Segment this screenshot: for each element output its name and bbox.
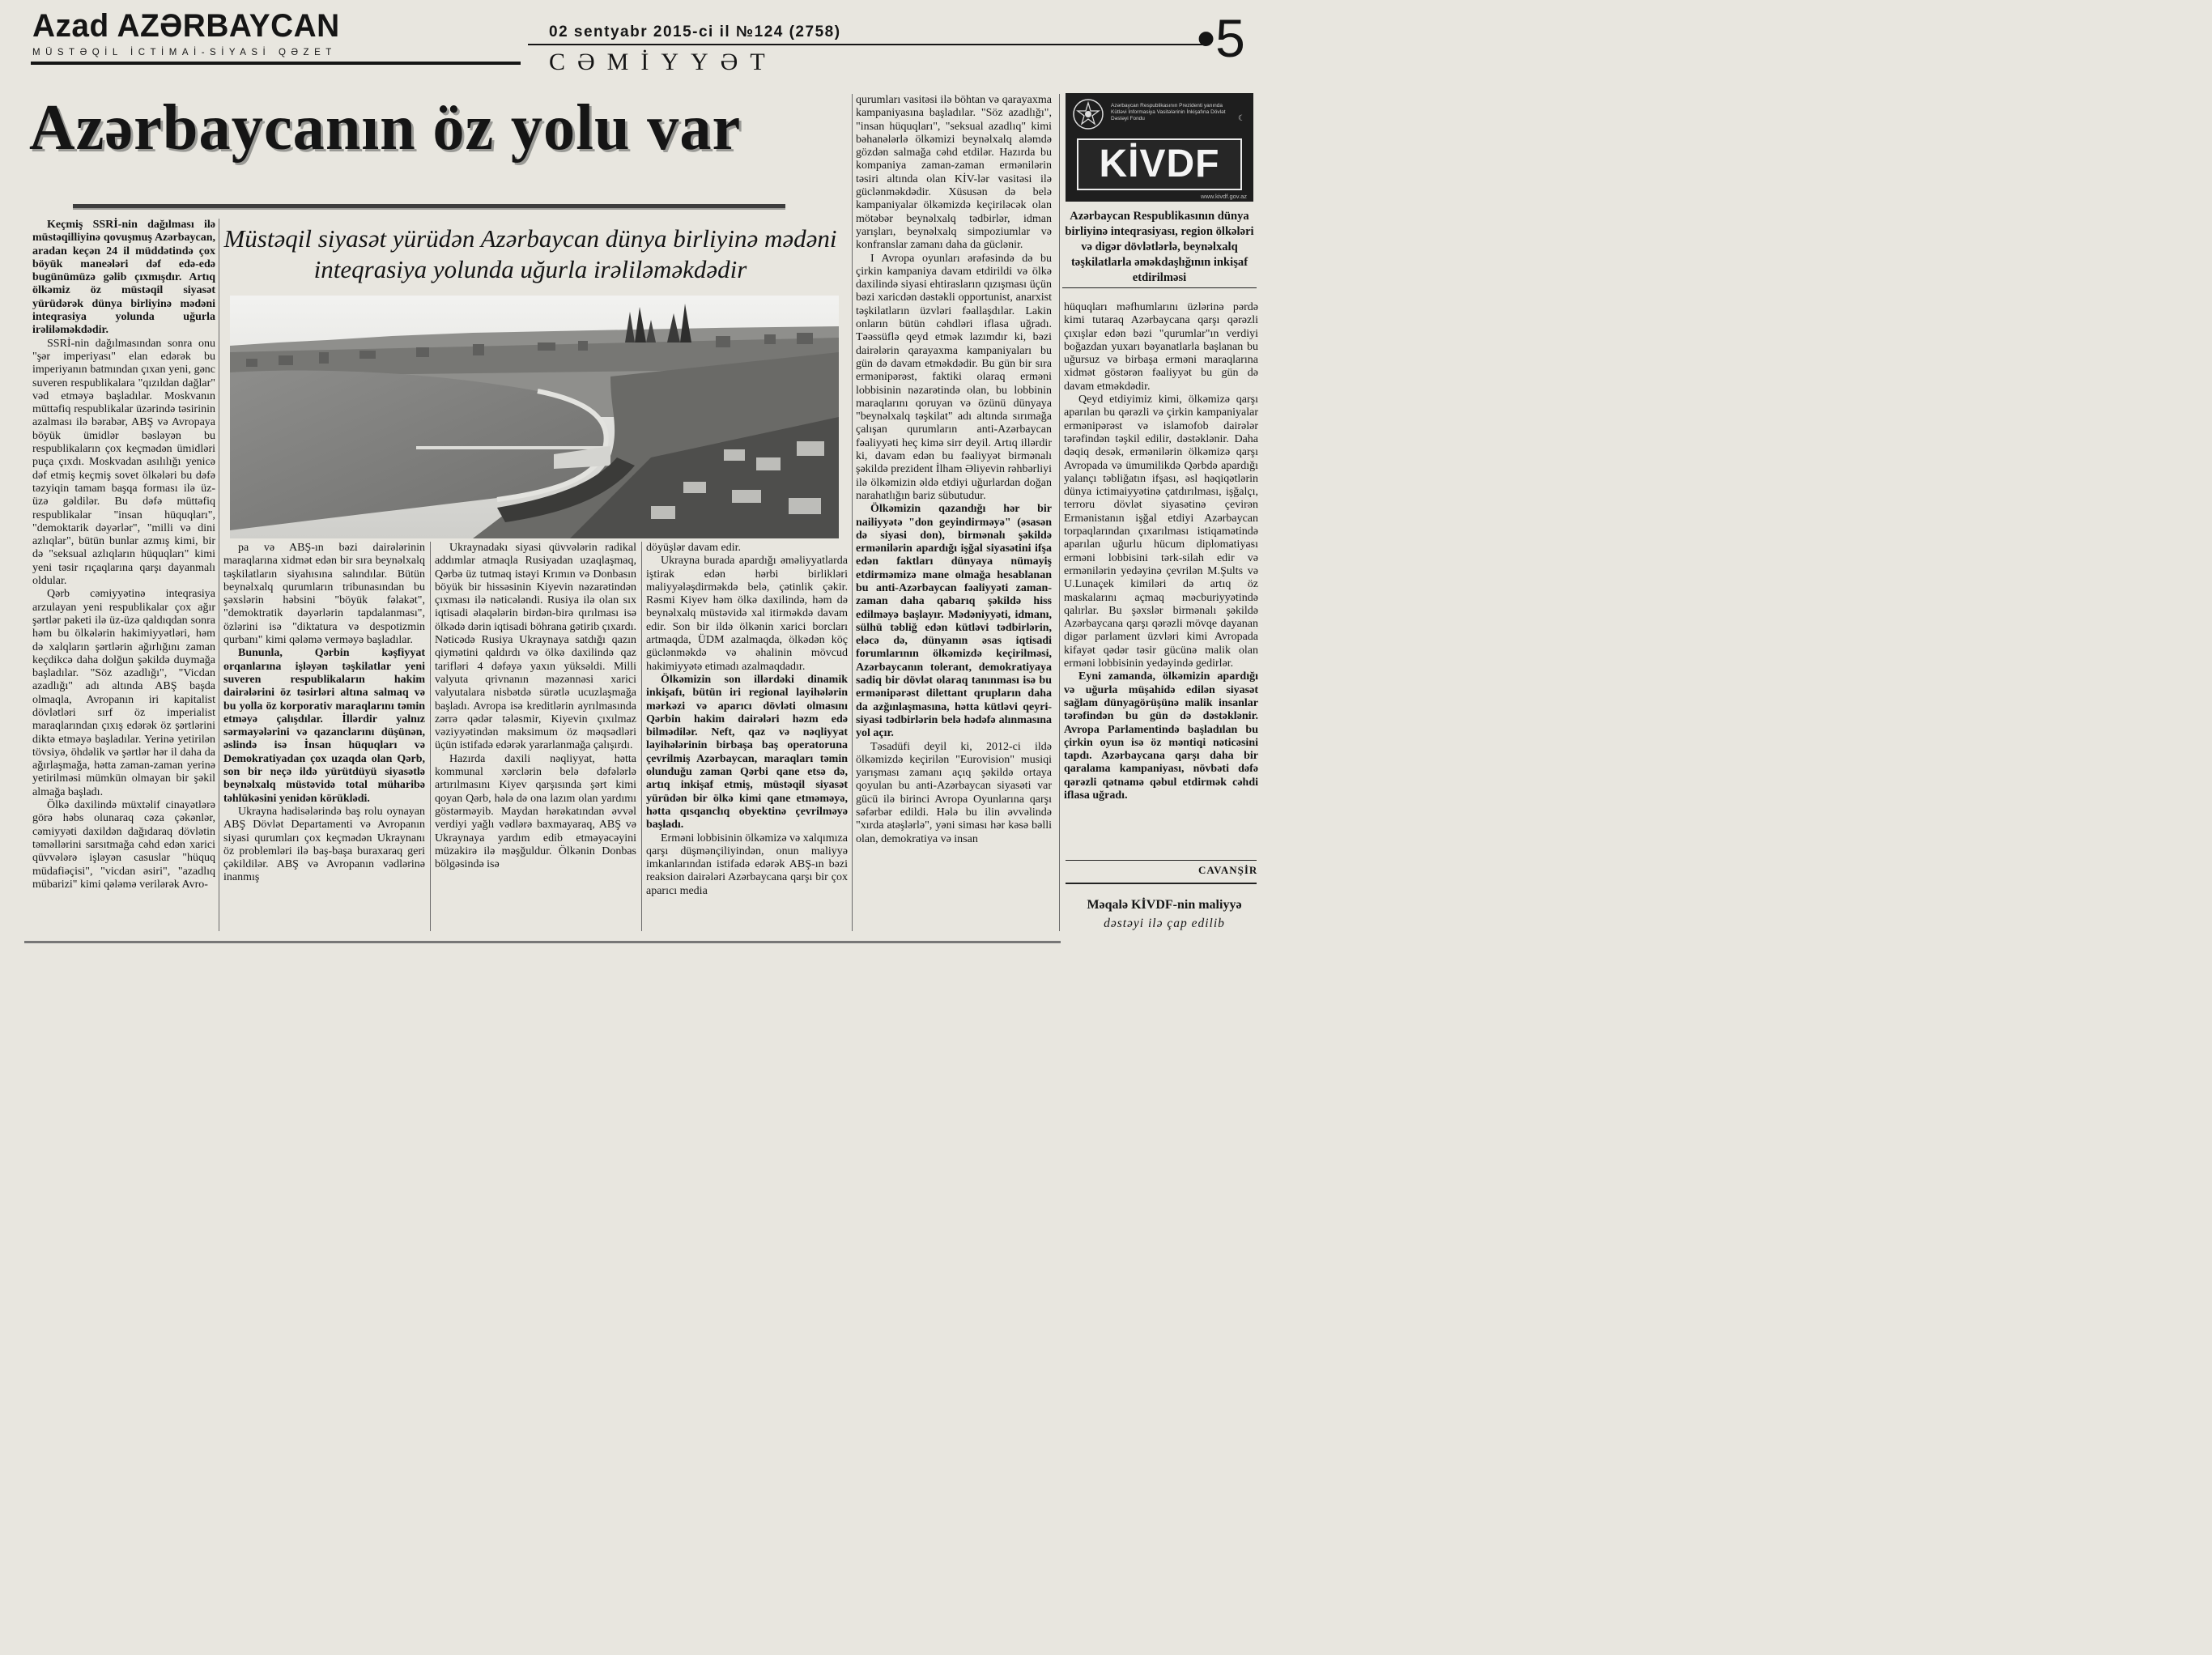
article-paragraph: SSRİ-nin dağılmasından sonra onu "şər imperiyası" elan edərək bu imperiyanın batmından çıxan yeni, gənc suveren respublikalara "qızıldan dağlar" vəd etməyə başladılar. Moskvanın müttəfiq respublikalar üzərində təsirinin azalması ilə bərabər, ABŞ və Avropaya böyük ümidlər bəsləyən bu respublikaların çox keçmədən ümidləri puça çıxdı. Moskvadan asılılığı yenicə dəf etmiş keçmiş sovet ölkələri bu dəfə təzyiqin tamam başqa forması ilə üz-üzə gəldilər. Bu dəfə müttəfiq respublikalar "insan hüquqları", "demoktarik dəyərlər", "milli və dini azlıqlar", bütün bunlar azmış kimi, bir də "seksual azlıqların hüquqları" kimi yeni təsir rıçaqlarına qarşı dayanmalı oldular. [32, 337, 215, 588]
article-paragraph: Hazırda daxili nəqliyyat, hətta kommunal xərclərin belə dəfələrlə artırılmasını Kiyev qarşısında şərt kimi qoyan Qərb, hələ də ona lazım olan yardımı göstərməyib. Maydan hərəkatından əvvəl verdiyi yağlı vədlərə baxmayaraq, ABŞ və Ukraynaya yardım edib etməyəcəyini müzakirə ilə məşğuldur. Ölkənin Donbas bölgəsində isə [435, 752, 636, 871]
kivdf-url: www.kivdf.gov.az [1201, 193, 1247, 200]
article-paragraph: Qərb cəmiyyətinə inteqrasiya arzulayan yeni respublikalar çox ağır şərtlər paketi ilə üz-üzə qaldıqdan sonra həm bu ölkələrin hakimiyyətləri, həm də xalqların şərtlərin ağırlığını zaman keçdikcə daha dolğun şəkildə duymağa başladılar. "Söz azadlığı", "Vicdan azadlığı" adı altında ABŞ başda olmaqla, Avropanın iri kapitalist dövlətləri sırf öz imperialist maraqlarından çıxış edərək öz şərtlərini diktə etməyə başladılar. Yerinə yetirilən tövsiyə, öhdəlik və şərtlər hər il daha da ağırlaşmağa, hətta zaman-zaman yerinə yetirilməsi mümkün olmayan bir şəkil almağa başladı. [32, 588, 215, 798]
page-bottom-rule [24, 941, 1061, 943]
article-column-6 [1064, 301, 1258, 802]
article-paragraph: döyüşlər davam edir. [646, 542, 742, 554]
funding-note-line-2: dəstəyi ilə çap edilib [1104, 917, 1225, 930]
article-column-2 [223, 542, 425, 885]
article-paragraph: Ukraynadakı siyasi qüvvələrin radikal addımlar atmaqla Rusiyadan uzaqlaşmaq, Qərbə üz tutmaq istəyi Krımın və Donbasın böyük bir hissəsinin Kiyevin nəzarətindən çıxması ilə nəticələndi. Rusiya ilə olan sıx iqtisadi əlaqələrin birdən-birə qırılması isə ölkədə dərin iqtisadi böhrana gətirib çıxardı. Nəticədə Rusiya Ukraynaya satdığı qazın qiymətini qaldırdı və ölkə daxilində qaz tarifləri 4 dəfəyə yaxın yüksəldi. Milli valyuta qrivnanın məzənnəsi xarici valyutalara nisbətdə sürətlə ucuzlaşmağa başladı. Avropa isə kreditlərin ayrılmasında zərrə qədər tələsmir, Kiyevin çıxılmaz vəziyyətindən maksimum öz məqsədləri üçün istifadə edərək yararlanmağa çalışırdı. [435, 542, 636, 752]
article-paragraph: Ölkə daxilində müxtəlif cinayətlərə görə həbs olunaraq cəza çəkənlər, cəmiyyəti daxildən dağıdaraq dövlətin təməllərini sarsıtmağa cəhd edən xarici qüvvələrə işləyən casuslar "hüquq müdafiəçisi", "vicdan əsiri", "azadlıq mübarizi" kimi qələmə verilərək Avro- [32, 799, 215, 891]
article-column-3 [435, 542, 636, 871]
kivdf-logo-text: KİVDF [1099, 143, 1220, 185]
article-paragraph: qurumları vasitəsi ilə böhtan və qarayaxma kampaniyasına başladılar. "Söz azadlığı", "insan hüquqları", "seksual azadlıq" kimi bəhanələrlə ölkəmizi beynəlxalq aləmdə gözdən salmağa cəhd etdilər. Hazırda bu kompaniya zaman-zaman ermənilərin təsiri altında olan KİV-lər vasitəsi ilə güclənməkdədir. Xüsusən də belə kampaniyalar ölkəmizdə keçiriləcək olan mötəbər beynəlxalq tədbirlər, idman yarışları, beynəlxalq simpoziumlar və konfranslar zamanı daha da güclənir. [856, 94, 1052, 252]
author-rule [1066, 860, 1257, 861]
article-author: CAVANŞİR [1198, 864, 1258, 876]
article-paragraph: Ölkəmizin qazandığı hər bir nailiyyətə "don geyindirməyə" (əsasən də siyasi don), birmənalı şəkildə ermənilərin apardığı işğal siyasətini ifşa edən faktları dünyaya nümayiş etdirməmizə mane olmağa hesablanan bu anti-Azərbaycan fəaliyyəti zaman-zaman daha qabarıq şəkildə hiss edilməyə başlayır. Mədəniyyəti, idmanı, sülhü təbliğ edən kütləvi tədbirlərin, eləcə də, dünyanın əsas iqtisadi forumlarının ölkəmizdə keçirilməsi, Azərbaycanın tolerant, demokratiyaya sadiq bir dövlət olaraq tanınması isə bu ermənipərəst dilettant qrupların daha da azğınlaşmasına, hətta kütləvi qeyri-siyasi tədbirlərin belə hədəfə alınmasına yol açır. [856, 503, 1052, 740]
newspaper-title: Azad AZƏRBAYCAN [32, 8, 340, 44]
page-number: •5 [1197, 8, 1245, 68]
baku-panorama-photo [230, 296, 839, 538]
article-paragraph: hüquqları məfhumlarını üzlərinə pərdə kimi tutaraq Azərbaycana qarşı qərəzli çıxışlar edən bəzi "qurumlar"ın verdiyi boğazdan yuxarı bəyanatlarla başlanan bu uğursuz və birbaşa erməni maraqlarına xidmət göstərən fəaliyyət bu gün də davam etməkdədir. [1064, 301, 1258, 393]
article-paragraph: Təsadüfi deyil ki, 2012-ci ildə ölkəmizdə keçirilən "Eurovision" musiqi yarışması zamanı açıq şəkildə ortaya qoyulan bu anti-Azərbaycan siyasəti var gücü ilə birinci Avropa Oyunlarına qarşı səfərbər edildi. Hələ bu ilin əvvəlində "xırda atəşlərlə", yəni siması hər kəsə bəlli olan, demokratiya və insan [856, 740, 1052, 845]
article-paragraph: Ukrayna hadisələrində baş rolu oynayan ABŞ Dövlət Departamenti və Avropanın siyasi qurumları çox keçmədən Ukraynanı öz problemləri ilə baş-başa buraxaraq geri çəkildilər. ABŞ və Avropanın vədlərinə inanmış [223, 805, 425, 884]
funding-note-line-1: Məqalə KİVDF-nin maliyyə [1087, 898, 1242, 912]
column-separator [852, 94, 853, 931]
state-emblem-icon [1072, 98, 1104, 130]
article-column-5 [856, 94, 1052, 846]
kivdf-logo-box [1066, 93, 1253, 202]
article-column-1 [32, 219, 215, 891]
article-subhead: Müstəqil siyasət yürüdən Azərbaycan dünya birliyinə mədəni inteqrasiya yolunda uğurla irəliləməkdədir [223, 224, 837, 283]
section-name: CƏMİYYƏT [549, 49, 777, 75]
article-paragraph: Bununla, Qərbin kəşfiyyat orqanlarına işləyən təşkilatlar yeni suveren respublikaların hakim dairələrini öz təsirləri altına salmaq və bu yolla öz korporativ maraqlarını təmin etməyə çalışdılar. İllərdir yalnız sərmayələrini və qazanclarını düşünən, əslində isə İnsan hüquqları və Demokratiyadan çox uzaqda olan Qərb, son bir neçə ildə yürütdüyü siyasətlə beynəlxalq müstəvidə total müharibə təhlükəsini yenidən körüklədi. [223, 647, 425, 805]
article-paragraph: Ukrayna burada apardığı əməliyyatlarda iştirak edən hərbi birlikləri maliyyələşdirməkdə belə, çətinlik çəkir. Rəsmi Kiyev həm ölkə daxilində, həm də beynəlxalq müstəvidə xal itirməkdə davam edir. Son bir ildə ölkənin xarici borcları artmaqda, ÜDM azalmaqda, ölkədən köç güclənməkdə və əhalinin mövcud hakimiyyətə etimadı azalmaqdadır. [646, 555, 848, 673]
kivdf-caption: Azərbaycan Respublikasının dünya birliyinə inteqrasiyası, region ölkələri və digər dövlətlərlə, beynəlxalq təşkilatlarla əməkdaşlığının inkişaf etdirilməsi [1062, 209, 1257, 288]
funding-rule [1066, 883, 1257, 884]
column-separator [430, 542, 431, 931]
article-paragraph: I Avropa oyunları ərəfəsində də bu çirkin kampaniya davam etdirildi və ölkə daxilində siyasi ehtirasların qızışması üçün bəzi xaricdən dəstəkli opportunist, anarxist təşkilatların üzvləri fəallaşdılar. Lakin onların bütün cəhdləri iflasa uğradı. Təəssüflə qeyd etmək lazımdır ki, bəzi dairələrin qarayaxma kampaniyaları bu gün də davam etməkdədir. Bu gün bir sıra ermənipərəst, faktiki olaraq erməni lobbisinin nəzarətində olan, bu lobbinin maraqlarını qoruyan və özünü dünyaya "beynəlxalq təşkilat" adı altında sırımağa çalışan qurumların anti-Azərbaycan fəaliyyəti heç kimə sirr deyil. Artıq illərdir ki, davam edən bu fəaliyyət birmənalı şəkildə prezident İlham Əliyevin rəhbərliyi ilə ölkəmizin əldə etdiyi uğurlardan doğan narahatlığın bariz sübutudur. [856, 252, 1052, 502]
kivdf-fund-name: Azərbaycan Respublikasının Prezidenti yanında Kütləvi İnformasiya Vasitələrinin İnkişafına Dövlət Dəstəyi Fondu [1111, 103, 1226, 121]
article-paragraph: Ölkəmizin son illərdəki dinamik inkişafı, bütün iri regional layihələrin mərkəzi və aparıcı dövləti olmasını Qərbin hakim dairələri həzm edə bilmədilər. Neft, qaz və nəqliyyat layihələrinin birbaşa baş operatoruna çevrilmiş Azərbaycan, maraqları təmin olunduğu zaman Qərbi qane etsə də, artıq inkişaf etmiş, müstəqil siyasət yürüdən bir ölkə kimi qane etməməyə, hətta qısqanclıq obyektinə çevrilməyə başladı. [646, 673, 848, 832]
headline-rule [73, 204, 785, 210]
article-headline: Azərbaycanın öz yolu var [29, 92, 742, 164]
newspaper-subtitle: MÜSTƏQİL İCTİMAİ-SİYASİ QƏZET [32, 48, 337, 57]
article-paragraph: Erməni lobbisinin ölkəmizə və xalqımıza qarşı düşmənçiliyindən, onun maliyyə imkanlarından istifadə edərək ABŞ-ın bəzi reaksion dairələri Azərbaycana qarşı bir çox aparıcı media [646, 832, 848, 897]
article-paragraph: pa və ABŞ-ın bəzi dairələrinin maraqlarına xidmət edən bir sıra beynəlxalq təşkilatların siyahısına salındılar. Bütün beynəlxalq qurumların tribunasından bu şəxslərin həbsini "böyük fəlakət", "demoktratik dəyərlərin tapdalanması", özlərini isə "diktatura və despotizmin qurbanı" kimi qələmə verməyə başladılar. [223, 542, 425, 647]
article-paragraph: Qeyd etdiyimiz kimi, ölkəmizə qarşı aparılan bu qərəzli və çirkin kampaniyalar ermənipərəst və islamofob dairələr tərəfindən təşkil edilir, dəstəklənir. Daha dəqiq desək, ermənilərin ölkəmizə qarşı Avropada və ümumilikdə Qərbdə apardığı yalançı təbliğatın ifşası, əsl həqiqətlərin dünya ictimaiyyətinə çatdırılması, işğalçı, terroru dövlət siyasətinə çevirən Ermənistanın işğal etdiyi Azərbaycan torpaqlarından çıxarılması istiqamətində aparılan uğurlu hücum diplomatiyası erməni lobbisini tərk-silah edir və ermənilərin yedəyinə çevrilən M.Şults və U.Lunaçek kimiləri də artıq öz maskalarını açmaq məcburiyyətində qalırlar. Bu şəxslər birmənalı şəkildə Azərbaycana qarşı qərəzli mövqe dayanan digər parlament üzvləri kimi Avropada kifayət qədər təsir gücünə malik olan erməni lobbisinin yedəyində gedirlər. [1064, 394, 1258, 670]
column-separator [641, 542, 642, 931]
masthead-rule-right [528, 44, 1208, 45]
article-paragraph: Keçmiş SSRİ-nin dağılması ilə müstəqilliyinə qovuşmuş Azərbaycan, aradan keçən 24 il müddətində çox böyük maneələri dəf edə-edə bugünümüzə gəlib çıxmışdır. Artıq ölkəmiz öz müstəqil siyasət yürüdərək dünya birliyinə mədəni inteqrasiya yolunda uğurla irəliləməkdədir. [32, 219, 215, 337]
issue-info: 02 sentyabr 2015-ci il №124 (2758) [549, 23, 841, 40]
article-column-4 [646, 542, 848, 898]
column-separator [1059, 94, 1060, 931]
masthead-rule [31, 62, 521, 65]
article-paragraph: Eyni zamanda, ölkəmizin apardığı və uğurla müşahidə edilən siyasət sağlam dünyagörüşünə malik insanlar tərəfindən bu gün də dəstəklənir. Avropa Parlamentində başladılan bu çirkin oyun isə öz məntiqi nəticəsini tapdı. Azərbaycana qarşı daha bir qaralama kampaniyası, növbəti dəfə qərəzli qətnamə qəbul etdirmək cəhdi iflasa uğradı. [1064, 670, 1258, 802]
flag-star-icon: ☾ [1238, 114, 1245, 123]
